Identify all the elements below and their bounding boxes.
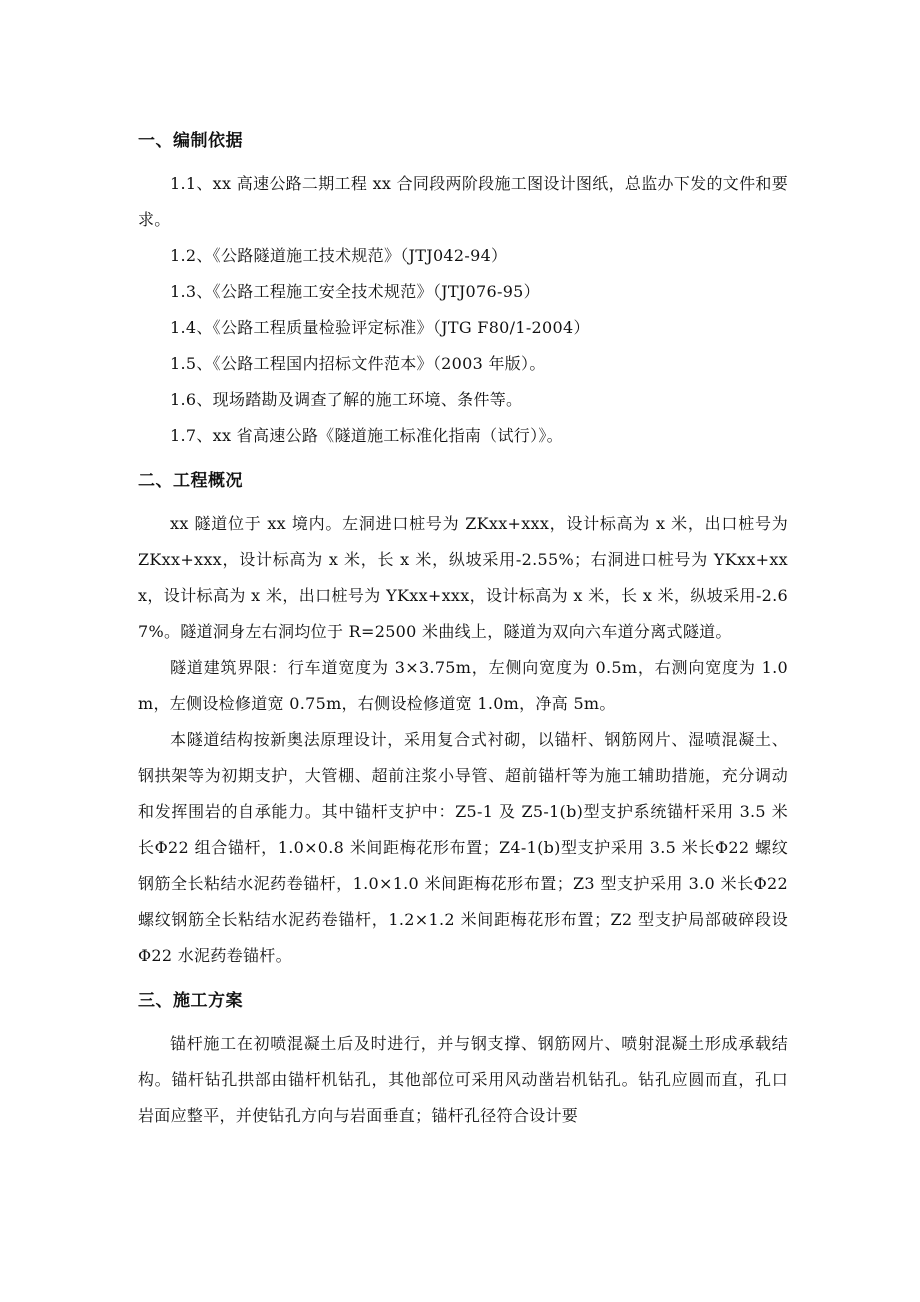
- basis-item-2: 1.2、《公路隧道施工技术规范》（JTJ042-94）: [170, 246, 508, 265]
- basis-item-1: 1.1、xx 高速公路二期工程 xx 合同段两阶段施工图设计图纸，总监办下发的文件和要求。: [138, 174, 788, 229]
- plan-paragraph-anchor: 锚杆施工在初喷混凝土后及时进行，并与钢支撑、钢筋网片、喷射混凝土形成承载结构。锚杆钻孔拱部由锚杆机钻孔，其他部位可采用风动凿岩机钻孔。钻孔应圆而直，孔口岩面应整平，并使钻孔方向与岩面垂直；锚杆孔径符合设计要: [138, 1034, 788, 1125]
- overview-paragraph-clearance: 隧道建筑界限：行车道宽度为 3×3.75m，左侧向宽度为 0.5m，右测向宽度为 1.0m，左侧设检修道宽 0.75m，右侧设检修道宽 1.0m，净高 5m。: [138, 658, 788, 713]
- basis-item-3: 1.3、《公路工程施工安全技术规范》（JTJ076-95）: [170, 282, 540, 301]
- overview-paragraph-location: xx 隧道位于 xx 境内。左洞进口桩号为 ZKxx+xxx，设计标高为 x 米，出口桩号为 ZKxx+xxx，设计标高为 x 米，长 x 米，纵坡采用-2.55%；右洞进口桩号为 YKxx+xxx，设计标高为 x 米，出口桩号为 YKxx+xxx，设计标高为 x 米，长 x 米，纵坡采用-2.67%。隧道洞身左右洞均位于 R=2500 米曲线上，隧道为双向六车道分离式隧道。: [138, 514, 788, 641]
- document-body: [138, 122, 788, 1134]
- basis-item-5: 1.5、《公路工程国内招标文件范本》（2003 年版）。: [170, 354, 546, 373]
- section-heading-plan: 三、施工方案: [138, 991, 243, 1011]
- section-heading-basis: 一、编制依据: [138, 131, 243, 151]
- basis-item-7: 1.7、xx 省高速公路《隧道施工标准化指南（试行）》。: [170, 426, 563, 445]
- basis-item-6: 1.6、现场踏勘及调查了解的施工环境、条件等。: [170, 390, 523, 409]
- basis-item-4: 1.4、《公路工程质量检验评定标准》（JTG F80/1-2004）: [170, 318, 590, 337]
- section-heading-overview: 二、工程概况: [138, 471, 243, 491]
- overview-paragraph-structure: 本隧道结构按新奥法原理设计，采用复合式衬砌，以锚杆、钢筋网片、湿喷混凝土、钢拱架等为初期支护，大管棚、超前注浆小导管、超前锚杆等为施工辅助措施，充分调动和发挥围岩的自承能力。其中锚杆支护中：Z5-1 及 Z5-1(b)型支护系统锚杆采用 3.5 米长Φ22 组合锚杆，1.0×0.8 米间距梅花形布置；Z4-1(b)型支护采用 3.5 米长Φ22 螺纹钢筋全长粘结水泥药卷锚杆，1.0×1.0 米间距梅花形布置；Z3 型支护采用 3.0 米长Φ22 螺纹钢筋全长粘结水泥药卷锚杆，1.2×1.2 米间距梅花形布置；Z2 型支护局部破碎段设Φ22 水泥药卷锚杆。: [138, 730, 788, 965]
